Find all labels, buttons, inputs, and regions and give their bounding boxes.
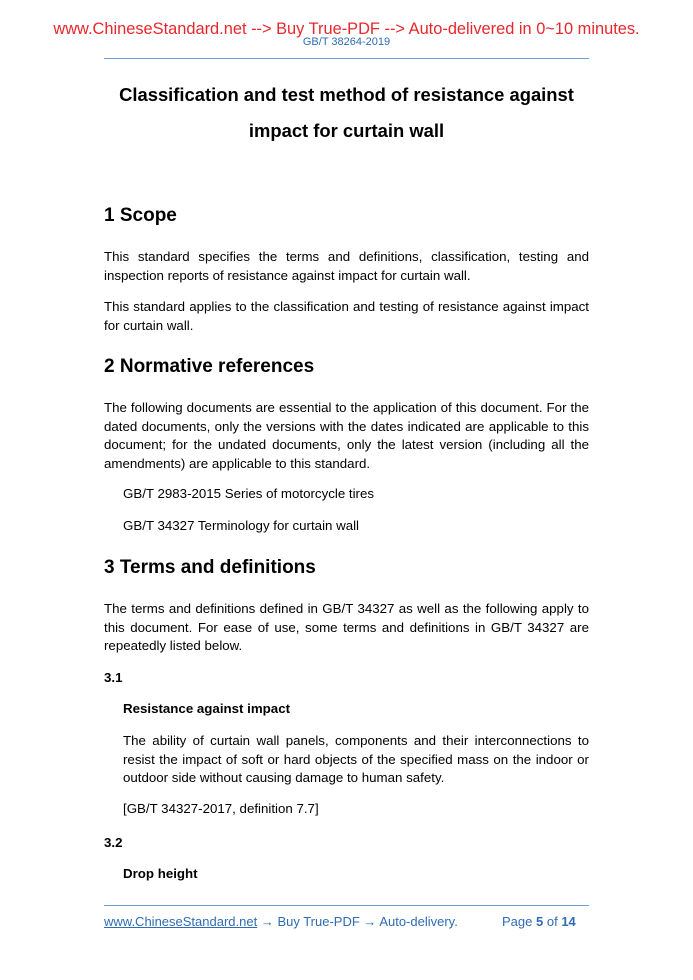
- footer-site-link[interactable]: www.ChineseStandard.net: [104, 914, 258, 929]
- section-heading-terms-and-definitions: 3 Terms and definitions: [104, 557, 316, 578]
- normative-paragraph: The following documents are essential to the application of this document. For the dated documents, only the versions with the dates indicated are applicable to this document; for the undated documents, only the latest version (including all the amendments) are applicable to this standard.: [104, 400, 589, 471]
- scope-paragraph-1: This standard specifies the terms and definitions, classification, testing and inspection reports of resistance against impact for curtain wall.: [104, 249, 589, 283]
- section-heading-scope: 1 Scope: [104, 205, 177, 226]
- page-of: of: [546, 914, 558, 929]
- terms-intro-paragraph: The terms and definitions defined in GB/T 34327 as well as the following apply to this document. For ease of use, some terms and definitions in GB/T 34327 are repeatedly listed below.: [104, 601, 589, 654]
- footer-buy-link[interactable]: Buy True-PDF: [277, 914, 360, 929]
- document-title-line-1: Classification and test method of resistance against: [119, 84, 574, 105]
- standard-number: GB/T 38264-2019: [302, 36, 391, 48]
- term-name: Resistance against impact: [123, 701, 291, 716]
- page-total: 14: [561, 914, 576, 929]
- term-number: 3.1: [104, 670, 123, 685]
- footer-arrow: →: [359, 914, 380, 929]
- page-current: 5: [536, 914, 544, 929]
- header-banner[interactable]: www.ChineseStandard.net --> Buy True-PDF --> Auto-delivered in 0~10 minutes.: [53, 20, 640, 38]
- document-title-line-2: impact for curtain wall: [248, 120, 445, 141]
- page-indicator: [502, 913, 576, 931]
- scope-paragraph-2: This standard applies to the classification and testing of resistance against impact for curtain wall.: [104, 299, 589, 333]
- term-definition: The ability of curtain wall panels, components and their interconnections to resist the impact of soft or hard objects of the specified mass on the indoor or outdoor side without causing damage to human safety.: [123, 733, 589, 786]
- term-number: 3.2: [104, 835, 123, 850]
- footer-link-line: [104, 913, 458, 931]
- header-divider: [104, 58, 589, 59]
- footer-arrow: →: [257, 914, 278, 929]
- page-label: Page: [502, 914, 533, 929]
- term-source: [GB/T 34327-2017, definition 7.7]: [123, 801, 319, 816]
- normative-reference-item: GB/T 2983-2015 Series of motorcycle tires: [123, 486, 375, 501]
- term-name: Drop height: [123, 866, 198, 881]
- normative-reference-item: GB/T 34327 Terminology for curtain wall: [123, 518, 360, 533]
- section-heading-normative-references: 2 Normative references: [104, 356, 315, 377]
- footer-divider: [104, 905, 589, 906]
- footer-delivery-text: Auto-delivery.: [379, 914, 458, 929]
